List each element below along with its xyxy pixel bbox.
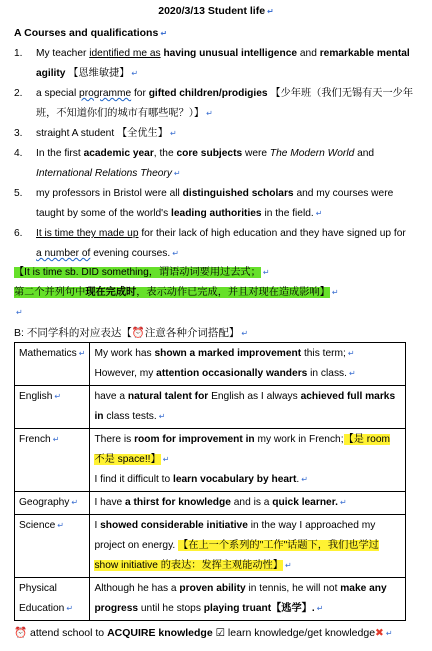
expression-cell: There is room for improvement in my work in French;【是 room 不是 space!!】 ↵ I find it difficult to learn vocabulary by heart. ↵ [90,429,406,492]
checkbox-icon: ☑ [215,627,226,639]
subject-cell: French ↵ [15,429,90,492]
list-item: 2. a special programme for gifted children/prodigies 【少年班（我们无锡有天一少年班，不知道你们的城市有哪些呢？）】 ↵ [14,88,414,119]
page-title: 2020/3/13 Student life ↵ [158,5,274,17]
table-row [15,492,406,515]
subject-cell: Physical Education ↵ [15,578,90,621]
table-row [15,343,406,386]
subject-cell: English ↵ [15,386,90,429]
list-item: 4. In the first academic year, the core subjects were The Modern World and International Relations Theory ↵ [14,148,375,179]
table-row [15,429,406,492]
table-row [15,578,406,621]
subject-table [14,342,406,621]
alarm-clock-icon: ⏰ [131,327,145,339]
course-list [14,44,414,264]
subject-cell: Mathematics ↵ [15,343,90,386]
expression-cell: have a natural talent for English as I always achieved full marks in class tests. ↵ [90,386,406,429]
bottom-note: ⏰ attend school to ACQUIRE knowledge ☑ learn knowledge/get knowledge✖ ↵ [14,627,393,639]
expression-cell: I showed considerable initiative in the way I approached my project on energy. 【在上一个系列的"工作"话题下，我们也学过 show initiative 的表达：发挥主观能动性】 ↵ [90,515,406,578]
table-row [15,515,406,578]
expression-cell: I have a thirst for knowledge and is a quick learner. ↵ [90,492,406,515]
list-item: 5. my professors in Bristol were all distinguished scholars and my courses were taught by some of the world's leading authorities in the field. ↵ [14,188,394,219]
expression-cell: My work has shown a marked improvement this term; ↵ However, my attention occasionally wanders in class. ↵ [90,343,406,386]
subject-cell: Geography ↵ [15,492,90,515]
grammar-note-1: 【It is time sb. DID something，谓语动词要用过去式； ↵ [14,267,270,278]
grammar-note-2: 第二个并列句中现在完成时，表示动作已完成，并且对现在造成影响】 ↵ [14,287,339,298]
alarm-clock-icon: ⏰ [14,627,28,639]
list-item: 1. My teacher identified me as having unusual intelligence and remarkable mental agility 【恩维敏捷】 ↵ [14,48,410,79]
subject-cell: Science ↵ [15,515,90,578]
expression-cell: Although he has a proven ability in tennis, he will not make any progress until he stops playing truant【逃学】. ↵ [90,578,406,621]
paragraph-mark: ↵ [267,7,274,16]
table-row [15,386,406,429]
section-b-heading: B: 不同学科的对应表达【⏰注意各种介词搭配】 ↵ [14,327,249,339]
section-a-heading: A Courses and qualifications ↵ [14,27,168,39]
list-item: 3. straight A student 【全优生】 ↵ [14,128,177,139]
red-cross-icon: ✖ [375,627,384,639]
empty-paragraph: ↵ [16,308,23,317]
list-item: 6. It is time they made up for their lack of high education and they have signed up for a number of evening courses. ↵ [14,228,406,259]
